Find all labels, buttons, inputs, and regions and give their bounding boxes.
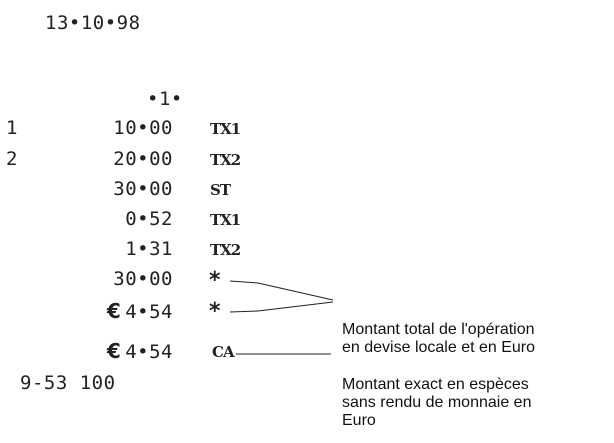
line-amount: 20•00	[113, 148, 173, 170]
line-index: 1	[6, 117, 18, 139]
connector-line	[230, 311, 258, 312]
tax-code: TX2	[210, 241, 241, 259]
annotation-line: Montant total de l'opération	[342, 321, 535, 338]
annotation-line: en devise locale et en Euro	[342, 339, 536, 356]
cash-code: CA	[212, 343, 234, 361]
euro-amount: 4•54	[125, 301, 173, 323]
line-amount: 30•00	[113, 268, 173, 290]
line-index: 2	[6, 148, 18, 170]
line-amount: 10•00	[113, 117, 173, 139]
total-marker: *	[209, 268, 222, 293]
connector-line	[230, 281, 258, 283]
line-amount: 30•00	[113, 178, 173, 200]
tax-code: TX2	[210, 151, 241, 169]
receipt-date: 13•10•98	[45, 12, 141, 34]
transaction-number: •1•	[147, 88, 183, 110]
annotation-total	[342, 321, 535, 357]
connector-line	[258, 302, 333, 311]
annotation-cash	[342, 376, 531, 430]
euro-symbol: €	[106, 339, 122, 363]
line-amount: 1•31	[125, 238, 173, 260]
euro-amount: 4•54	[125, 341, 173, 363]
euro-symbol: €	[106, 299, 122, 323]
line-amount: 0•52	[125, 208, 173, 230]
annotation-line: Montant exact en espèces	[342, 376, 529, 393]
receipt-footer: 9-53 100	[20, 372, 116, 394]
connector-line	[258, 283, 333, 300]
subtotal-code: ST	[210, 181, 230, 199]
annotation-line: sans rendu de monnaie en	[342, 394, 532, 411]
tax-code: TX1	[210, 211, 241, 229]
tax-code: TX1	[210, 120, 241, 138]
total-marker: *	[209, 299, 222, 324]
annotation-line: Euro	[342, 412, 376, 429]
